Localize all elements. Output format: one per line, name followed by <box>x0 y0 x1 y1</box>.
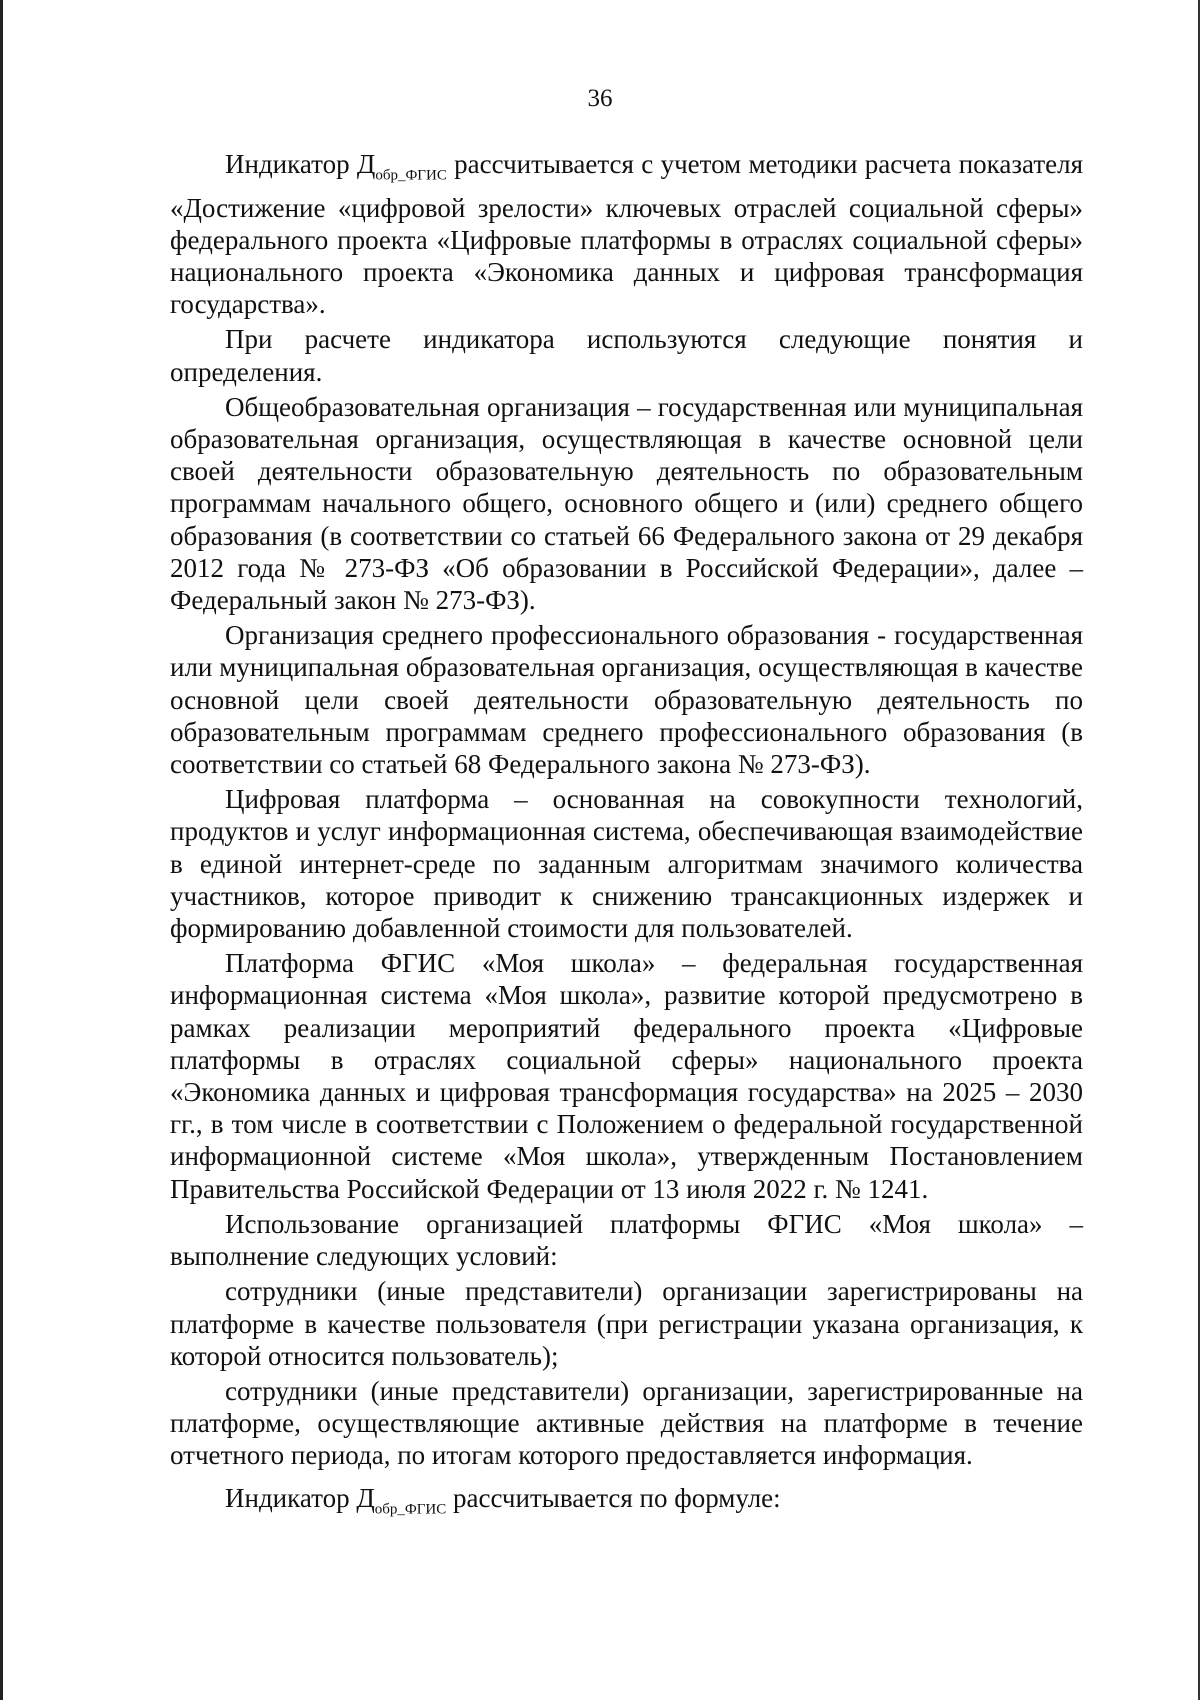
paragraph-definitions-intro: При расчете индикатора используются следующие понятия и определения. <box>170 324 1083 387</box>
paragraph-general-education-org: Общеобразовательная организация – государственная или муниципальная образовательная организация, осуществляющая в качестве основной цели своей деятельности образовательную деятельность по образовательным программам начального общего, основного общего и (или) среднего общего образования (в соответствии со статьей 66 Федерального закона от 29 декабря 2012 года № 273-ФЗ «Об образовании в Российской Федерации», далее – Федеральный закон № 273-ФЗ). <box>170 391 1083 616</box>
indicator-symbol-formula: Д <box>356 1482 375 1513</box>
paragraph-condition-2: сотрудники (иные представители) организации, зарегистрированные на платформе, осуществляющие активные действия на платформе в течение отчетного периода, по итогам которого предоставляется информация. <box>170 1375 1083 1471</box>
formula-prefix: Индикатор <box>225 1482 350 1513</box>
paragraph-digital-platform: Цифровая платформа – основанная на совокупности технологий, продуктов и услуг информационная система, обеспечивающая взаимодействие в единой интернет-среде по заданным алгоритмам значимого количества участников, которое приводит к снижению трансакционных издержек и формированию добавленной стоимости для пользователей. <box>170 784 1083 944</box>
intro-text: рассчитывается с учетом методики расчета показателя «Достижение «цифровой зрелости» ключевых отраслей социальной сферы» федерального проекта «Цифровые платформы в отраслях социальной сферы» национального проекта «Экономика данных и цифровая трансформация государства». <box>170 149 1083 320</box>
formula-line <box>170 1482 1083 1526</box>
paragraph-condition-1: сотрудники (иные представители) организации зарегистрированы на платформе в качестве пользователя (при регистрации указана организация, к которой относится пользователь); <box>170 1276 1083 1371</box>
document-body <box>170 148 1083 1525</box>
paragraph-vocational-education-org: Организация среднего профессионального образования - государственная или муниципальная образовательная организация, осуществляющая в качестве основной цели своей деятельности образовательную деятельность по образовательным программам среднего профессионального образования (в соответствии со статьей 68 Федерального закона № 273-ФЗ). <box>170 620 1083 780</box>
intro-prefix: Индикатор <box>225 149 350 179</box>
paragraph-fgis-platform: Платформа ФГИС «Моя школа» – федеральная государственная информационная система «Моя школа», развитие которой предусмотрено в рамках реализации мероприятий федерального проекта «Цифровые платформы в отраслях социальной сферы» национального проекта «Экономика данных и цифровая трансформация государства» на 2025 – 2030 гг., в том числе в соответствии с Положением о федеральной государственной информационной системе «Моя школа», утвержденным Постановлением Правительства Российской Федерации от 13 июля 2022 г. № 1241. <box>170 948 1083 1204</box>
intro-paragraph <box>170 148 1083 320</box>
indicator-subscript-formula: обр_ФГИС <box>374 1500 447 1517</box>
page-number: 36 <box>587 85 613 112</box>
formula-text: рассчитывается по формуле: <box>453 1482 781 1513</box>
paragraph-platform-usage: Использование организацией платформы ФГИС «Моя школа» – выполнение следующих условий: <box>170 1208 1083 1272</box>
scan-edge-left <box>0 0 3 1700</box>
indicator-subscript: обр_ФГИС <box>375 167 447 184</box>
indicator-symbol: Д <box>356 149 376 179</box>
